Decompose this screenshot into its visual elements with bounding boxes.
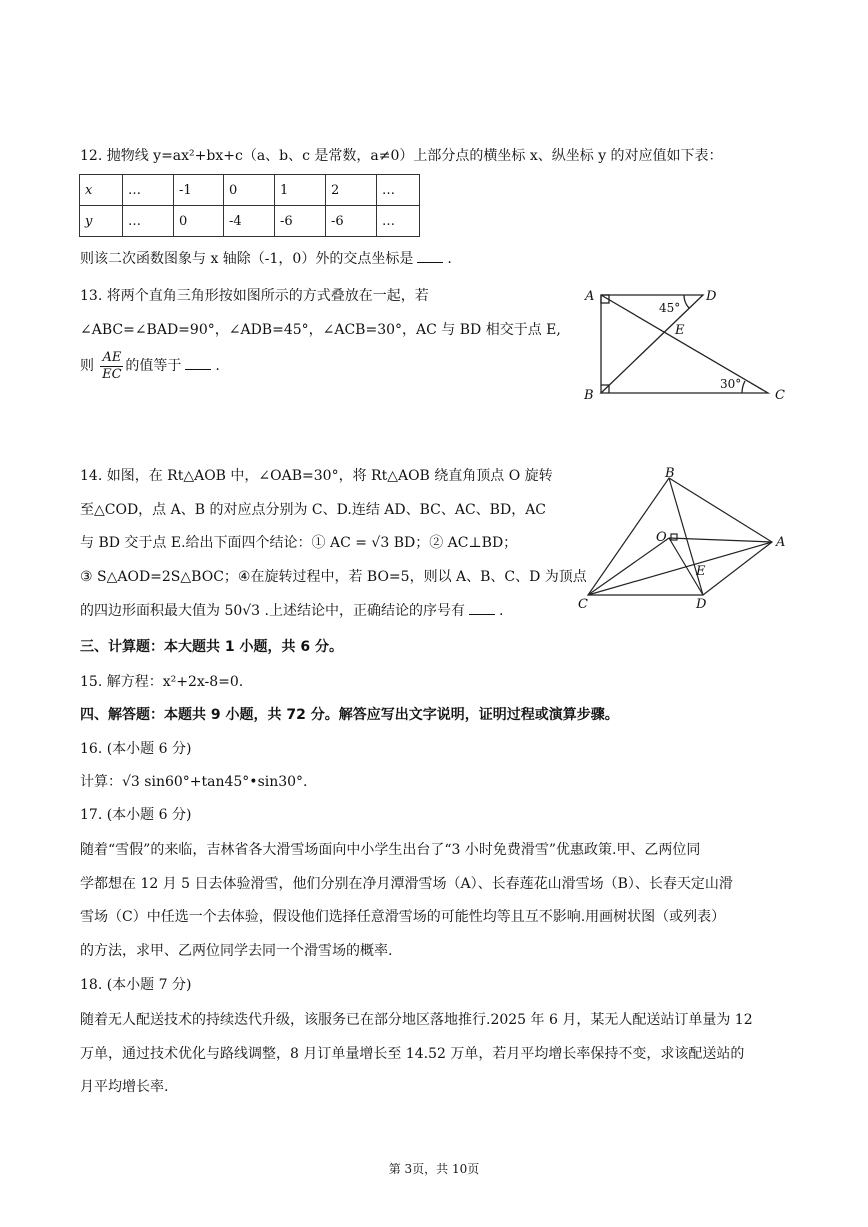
angle-label-c: 30° [720,377,742,391]
q13-question [80,348,220,384]
label-b: B [665,466,675,481]
table-cell: y [80,206,123,237]
table-cell: -6 [275,206,326,237]
label-d: D [706,289,717,304]
q14-stem-2: 至△COD，点 A、B 的对应点分别为 C、D.连结 AD、BC、AC、BD，AC [80,502,547,518]
q12-question [80,249,452,269]
q13-stem-1: 13. 将两个直角三角形按如图所示的方式叠放在一起，若 [80,288,429,304]
label-e: E [696,564,706,579]
fraction-ae-ec [100,350,123,383]
section-3-heading: 三、计算题：本大题共 1 小题，共 6 分。 [80,639,343,655]
q14-stem-1: 14. 如图，在 Rt△AOB 中，∠OAB=30°，将 Rt△AOB 绕直角顶点 O 旋转 [80,468,553,484]
q13-figure [578,282,793,404]
table-cell: -1 [174,175,224,206]
label-c: C [775,388,785,403]
q18-heading: 18. (本小题 7 分) [80,977,192,993]
q17-line-3: 雪场（C）中任选一个去体验，假设他们选择任意滑雪场的可能性均等且互不影响.用画树状图（或列表） [80,909,726,925]
right-angle-mark-o [671,534,677,540]
table-cell: … [123,206,174,237]
q14-stem-4: ③ S△AOD=2S△BOC；④在旋转过程中，若 BO=5，则以 A、B、C、D 为顶点 [80,569,587,585]
q14-question [80,601,503,621]
value-table [79,174,420,237]
q18-line-1: 随着无人配送技术的持续迭代升级，该服务已在部分地区落地推行.2025 年 6 月，某无人配送站订单量为 12 [80,1012,753,1028]
q17-heading: 17. (本小题 6 分) [80,807,192,823]
table-cell: 0 [174,206,224,237]
answer-blank[interactable] [417,250,443,263]
label-c: C [578,597,588,612]
fraction-denominator: EC [102,366,122,382]
q17-line-4: 的方法，求甲、乙两位同学去同一个滑雪场的概率. [80,943,393,959]
label-o: O [656,530,667,545]
q18-line-3: 月平均增长率. [80,1079,169,1095]
table-cell: -6 [326,206,377,237]
table-cell: x [80,175,123,206]
table-cell: -4 [224,206,275,237]
segment-oa [669,538,772,542]
table-row-y [80,206,420,237]
page-footer: 第 3页，共 10页 [388,1162,480,1176]
quadrilateral-abdc [588,478,772,595]
section-4-heading: 四、解答题：本题共 9 小题，共 72 分。解答应写出文字说明，证明过程或演算步骤。 [80,707,619,723]
table-cell: … [123,175,174,206]
q12-question-end: . [447,251,452,267]
angle-arc-c [742,381,745,393]
angle-label-d: 45° [659,301,681,315]
label-b: B [584,388,594,403]
table-cell: 0 [224,175,275,206]
label-d: D [696,597,707,612]
table-cell: … [377,206,420,237]
q13-stem-2: ∠ABC=∠BAD=90°，∠ADB=45°，∠ACB=30°，AC 与 BD 相交于点 E, [80,322,561,338]
answer-blank[interactable] [185,357,211,370]
q17-line-2: 学都想在 12 月 5 日去体验滑雪，他们分别在净月潭滑雪场（A）、长春莲花山滑雪场（B）、长春天定山滑 [80,876,733,892]
table-cell: 2 [326,175,377,206]
q12-question-text: 则该二次函数图象与 x 轴除（-1，0）外的交点坐标是 [80,251,414,267]
label-e: E [675,323,685,338]
label-a: A [776,535,786,550]
label-a: A [585,289,595,304]
q15-text: 15. 解方程：x²+2x-8=0. [80,674,244,690]
q16-body: 计算：√3 sin60°+tan45°•sin30°. [80,774,308,790]
table-cell: … [377,175,420,206]
figure-outline [601,295,768,393]
angle-arc-d [684,295,689,308]
q18-line-2: 万单，通过技术优化与路线调整，8 月订单量增长至 14.52 万单，若月平均增长率保持不变，求该配送站的 [80,1046,745,1062]
table-row-x [80,175,420,206]
q14-stem-3: 与 BD 交于点 E.给出下面四个结论：① AC = √3 BD；② AC⊥BD； [80,535,518,551]
q14-figure [572,464,794,614]
q14-question-end: . [499,603,504,619]
q16-heading: 16. (本小题 6 分) [80,741,192,757]
q13-question-text: 的值等于 [125,358,182,374]
q17-line-1: 随着“雪假”的来临，吉林省各大滑雪场面向中小学生出台了“3 小时免费滑雪”优惠政策.甲、乙两位同 [80,842,701,858]
q13-question-lead: 则 [80,358,94,374]
segment-oc [588,538,669,595]
table-cell: 1 [275,175,326,206]
segment-ac [588,542,772,595]
answer-blank[interactable] [469,602,495,615]
q12-stem: 12. 抛物线 y=ax²+bx+c（a、b、c 是常数，a≠0）上部分点的横坐标 x、纵坐标 y 的对应值如下表： [80,148,723,164]
q14-question-text: 的四边形面积最大值为 50√3 .上述结论中，正确结论的序号有 [80,603,465,619]
fraction-numerator: AE [102,349,122,365]
q13-question-end: . [215,358,220,374]
